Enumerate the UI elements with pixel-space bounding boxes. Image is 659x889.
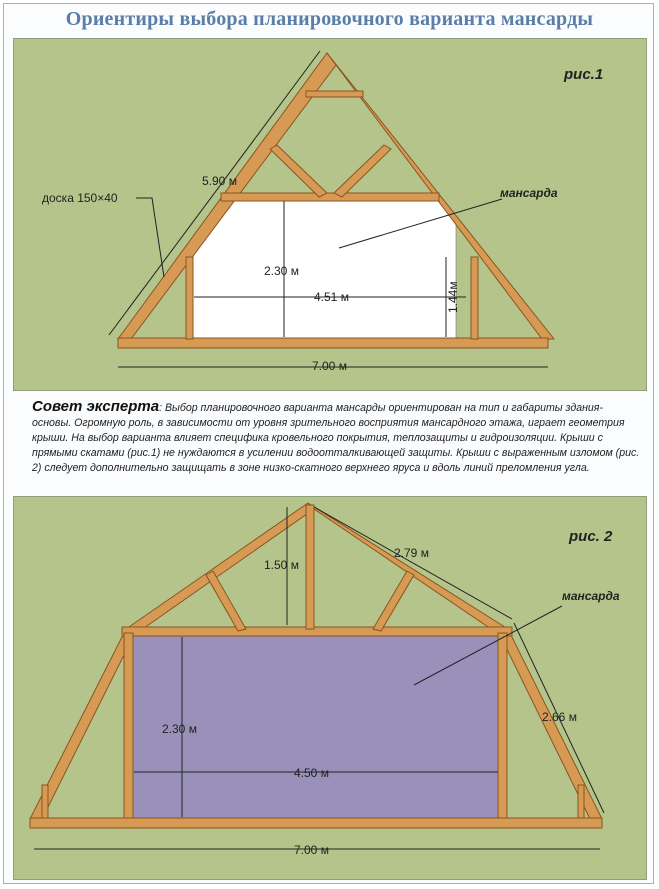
inner-width-label-1: 4.51 м bbox=[314, 290, 349, 304]
figure-1-caption: рис.1 bbox=[564, 66, 604, 83]
expert-advice bbox=[32, 399, 642, 476]
figure-2-panel bbox=[13, 496, 647, 880]
expert-advice-heading: Совет эксперта bbox=[32, 398, 160, 415]
collar-tie-1 bbox=[221, 193, 439, 201]
expert-advice-text: : Выбор планировочного варианта мансарды ориентирован на тип и габариты здания-основы. Огромную роль, в зависимости от уровня зрительного восприятия мансардного этажа, играет геометрия крыши. На выбор варианта влияет специфика кровельного покрытия, теплозащиты и гидроизоляции. Крыши с прямыми скатами (рис.1) не нуждаются в усилении водоотталкивающей защиты. Крыши с выраженным изломом (рис. 2) следует дополнительно защищать в зоне низко-скатного верхнего яруса и вдоль линий преломления угла. bbox=[32, 402, 640, 474]
upper-rafter-label-2: 2.79 м bbox=[394, 546, 429, 560]
right-lower-rafter-2 bbox=[500, 629, 602, 819]
total-width-label-1: 7.00 м bbox=[312, 359, 347, 373]
figure-1-drawing bbox=[14, 39, 648, 392]
top-beam-2 bbox=[122, 627, 512, 636]
board-leader-1 bbox=[136, 198, 164, 277]
top-height-label-2: 1.50 м bbox=[264, 558, 299, 572]
left-corner-post-2 bbox=[42, 785, 48, 819]
figure-2-caption: рис. 2 bbox=[569, 528, 613, 545]
left-post-1 bbox=[186, 257, 193, 339]
floor-beam-2 bbox=[30, 818, 602, 828]
right-brace-2 bbox=[373, 571, 414, 631]
figure-1-panel bbox=[13, 38, 647, 391]
rafter-length-label-1: 5.90 м bbox=[202, 174, 237, 188]
inner-width-label-2: 4.50 м bbox=[294, 766, 329, 780]
right-corner-post-2 bbox=[578, 785, 584, 819]
upper-rafter-dimension-2 bbox=[314, 507, 512, 619]
inner-height-label-1: 2.30 м bbox=[264, 264, 299, 278]
top-tie-1 bbox=[306, 91, 363, 97]
left-brace-2 bbox=[206, 571, 246, 631]
inner-height-label-2: 2.30 м bbox=[162, 722, 197, 736]
right-upper-rafter-2 bbox=[308, 503, 508, 635]
lower-rafter-label-2: 2.66 м bbox=[542, 710, 577, 724]
figure-2-drawing bbox=[14, 497, 648, 881]
king-post-2 bbox=[306, 505, 314, 629]
left-post-2 bbox=[124, 633, 133, 821]
attic-room-1 bbox=[190, 197, 456, 339]
side-height-label-1: 1.44м bbox=[446, 281, 460, 313]
attic-label-2: мансарда bbox=[562, 589, 620, 603]
board-label-1: доска 150×40 bbox=[42, 191, 118, 205]
left-brace-1 bbox=[270, 145, 327, 197]
right-post-1 bbox=[471, 257, 478, 339]
attic-label-1: мансарда bbox=[500, 186, 558, 200]
right-post-2 bbox=[498, 633, 507, 821]
right-brace-1 bbox=[334, 145, 391, 197]
page-title: Ориентиры выбора планировочного варианта мансарды bbox=[65, 8, 594, 30]
total-width-label-2: 7.00 м bbox=[294, 843, 329, 857]
floor-beam-1 bbox=[118, 338, 548, 348]
